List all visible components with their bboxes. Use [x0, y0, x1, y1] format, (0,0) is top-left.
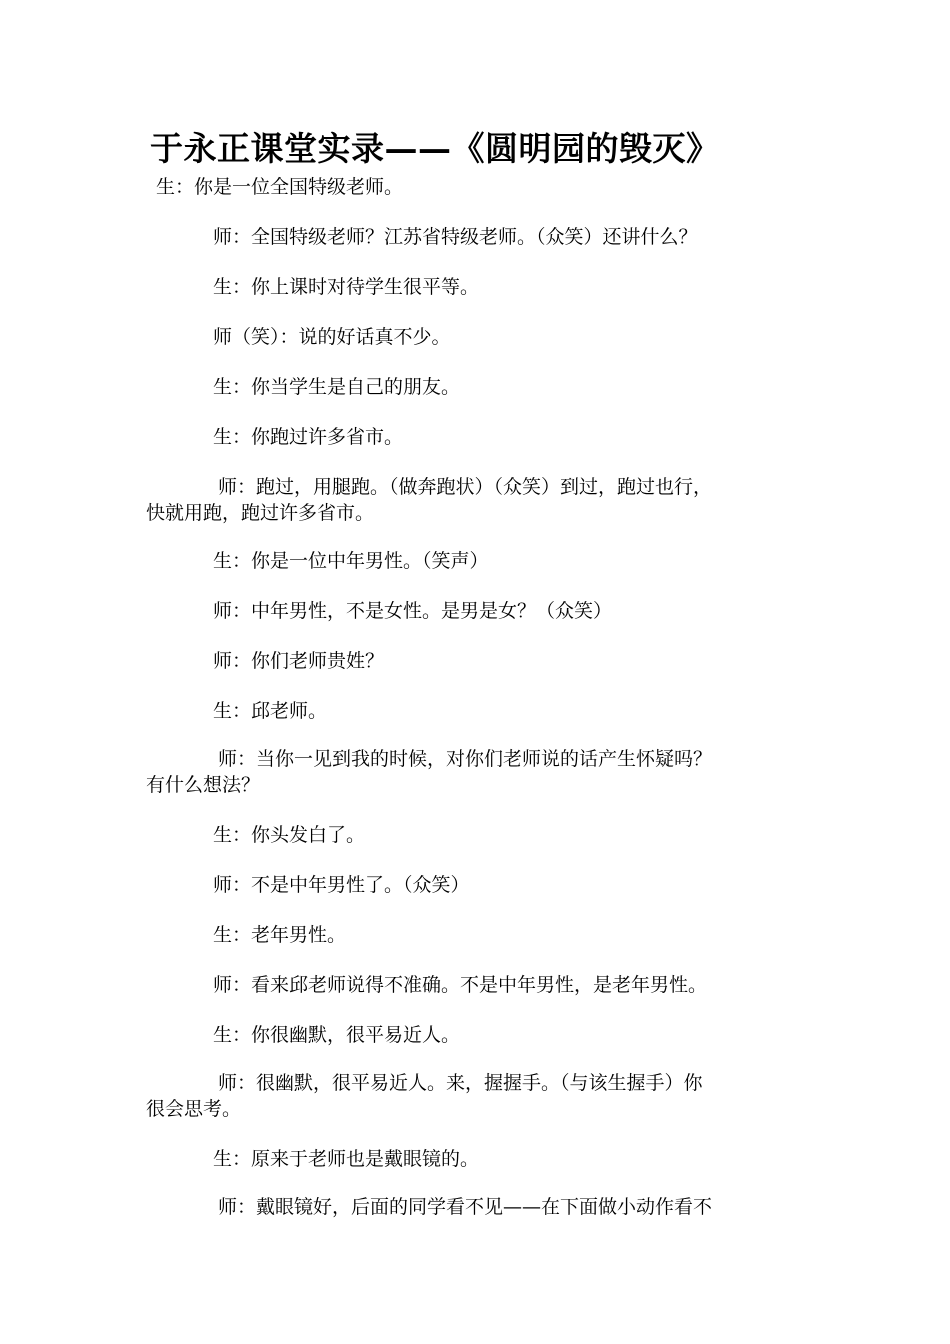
dialogue-line: 师：戴眼镜好，后面的同学看不见——在下面做小动作看不 — [218, 1196, 713, 1218]
dialogue-line: 师：中年男性，不是女性。是男是女？（众笑） — [213, 600, 613, 622]
document-title: 于永正课堂实录——《圆明园的毁灭》 — [150, 129, 720, 168]
dialogue-line: 生：你是一位全国特级老师。 — [156, 176, 404, 198]
dialogue-paragraph — [146, 746, 826, 798]
dialogue-line-continuation: 快就用跑，跑过许多省市。 — [146, 502, 375, 524]
dialogue-line: 生：你跑过许多省市。 — [213, 426, 404, 448]
dialogue-line: 生：你很幽默，很平易近人。 — [213, 1024, 461, 1046]
dialogue-paragraph — [146, 474, 826, 526]
dialogue-line: 生：原来于老师也是戴眼镜的。 — [213, 1148, 480, 1170]
dialogue-line: 师：跑过，用腿跑。（做奔跑状）（众笑）到过，跑过也行， — [218, 476, 713, 498]
dialogue-line: 师：全国特级老师？江苏省特级老师。（众笑）还讲什么？ — [213, 226, 698, 248]
dialogue-paragraph — [146, 1194, 826, 1220]
dialogue-line: 生：你当学生是自己的朋友。 — [213, 376, 461, 398]
dialogue-line-continuation: 很会思考。 — [146, 1098, 242, 1120]
dialogue-line: 师：当你一见到我的时候，对你们老师说的话产生怀疑吗？ — [218, 748, 713, 770]
dialogue-line: 师：不是中年男性了。（众笑） — [213, 874, 470, 896]
dialogue-line-continuation: 有什么想法？ — [146, 774, 261, 796]
dialogue-paragraph — [146, 1070, 826, 1122]
dialogue-line: 生：你上课时对待学生很平等。 — [213, 276, 480, 298]
dialogue-line: 生：你头发白了。 — [213, 824, 366, 846]
dialogue-line: 生：老年男性。 — [213, 924, 347, 946]
dialogue-line: 生：你是一位中年男性。（笑声） — [213, 550, 489, 572]
dialogue-line: 师（笑）：说的好话真不少。 — [213, 326, 451, 348]
dialogue-line: 师：你们老师贵姓？ — [213, 650, 385, 672]
dialogue-line: 师：很幽默，很平易近人。来，握握手。（与该生握手）你 — [218, 1072, 703, 1094]
dialogue-line: 生：邱老师。 — [213, 700, 328, 722]
dialogue-line: 师：看来邱老师说得不准确。不是中年男性，是老年男性。 — [213, 974, 708, 996]
